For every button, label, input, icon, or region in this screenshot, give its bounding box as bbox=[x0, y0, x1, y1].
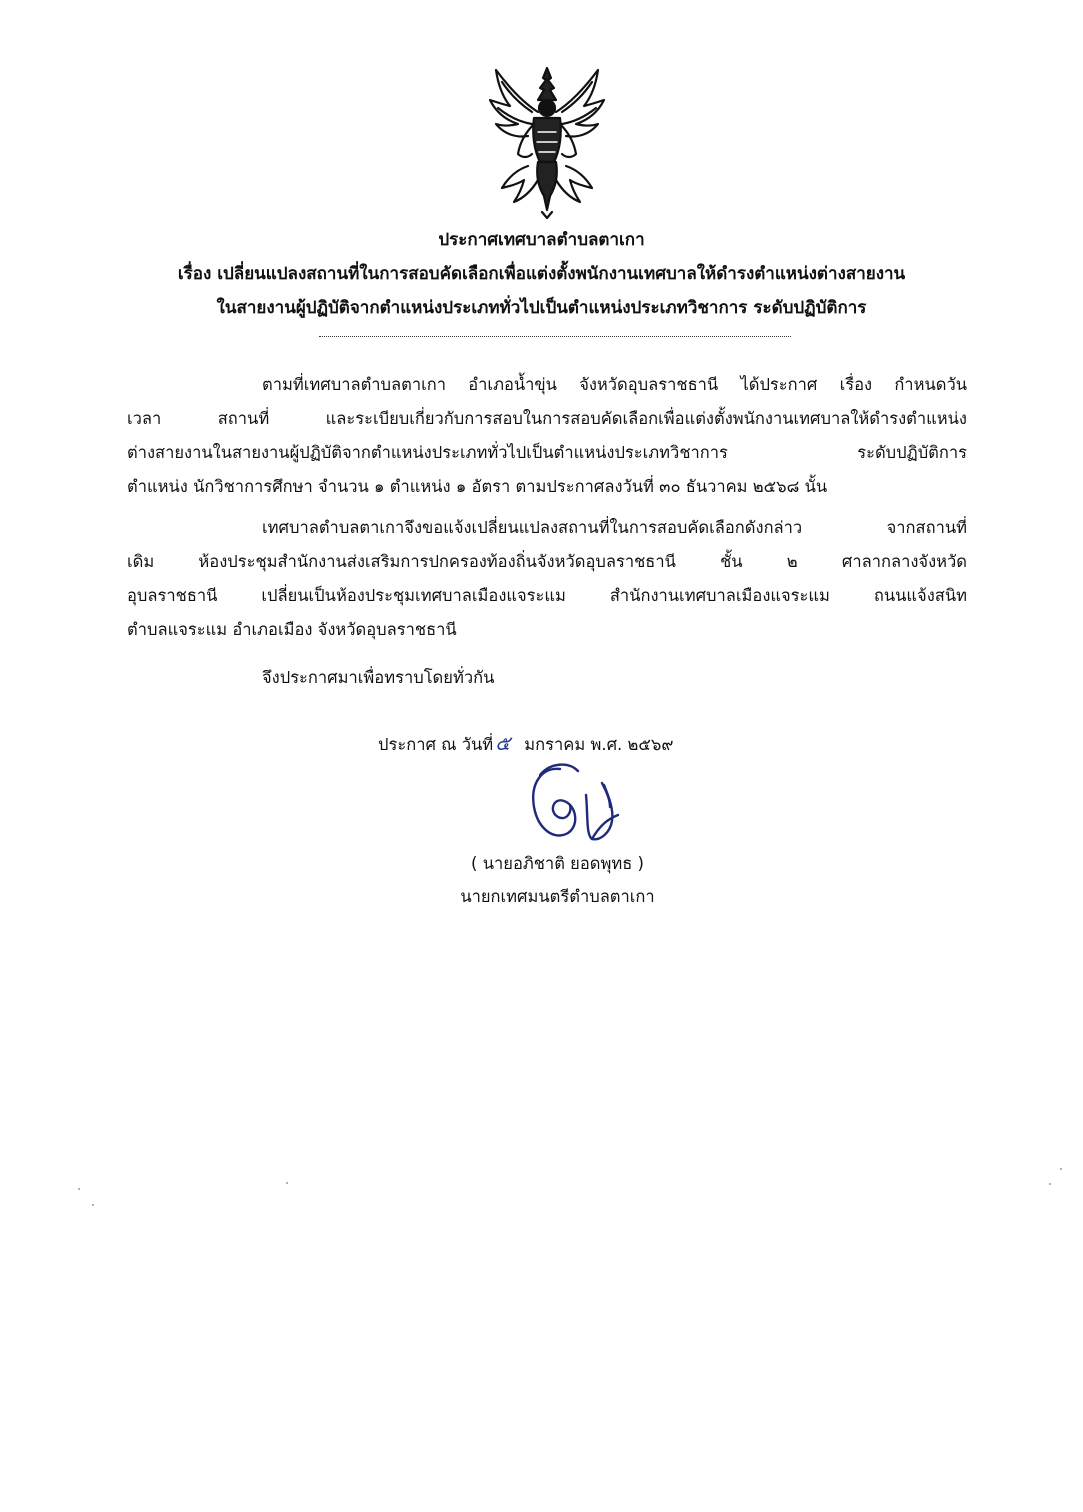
announce-date bbox=[378, 731, 673, 757]
announcement-title: ประกาศเทศบาลตำบลตาเกา bbox=[438, 230, 645, 250]
para2-line: ตำบลแจระแม อำเภอเมือง จังหวัดอุบลราชธานี bbox=[127, 620, 457, 639]
signer-name: ( นายอภิชาติ ยอดพุทธ ) bbox=[471, 854, 644, 873]
para2-line: เดิม ห้องประชุมสำนักงานส่งเสริมการปกครองท้องถิ่นจังหวัดอุบลราชธานี ชั้น ๒ ศาลากลางจังหวัด bbox=[127, 552, 967, 571]
announce-prefix: ประกาศ ณ วันที่ bbox=[378, 735, 494, 754]
scan-speck bbox=[92, 1204, 94, 1206]
closing-line: จึงประกาศมาเพื่อทราบโดยทั่วกัน bbox=[262, 668, 495, 687]
para1-line: ตำแหน่ง นักวิชาการศึกษา จำนวน ๑ ตำแหน่ง ๑ อัตรา ตามประกาศลงวันที่ ๓๐ ธันวาคม ๒๕๖๘ นั้น bbox=[127, 477, 828, 496]
para2-line: อุบลราชธานี เปลี่ยนเป็นห้องประชุมเทศบาลเมืองแจระแม สำนักงานเทศบาลเมืองแจระแม ถนนแจ้งสนิท bbox=[127, 586, 967, 605]
para1-line: ตามที่เทศบาลตำบลตาเกา อำเภอน้ำขุ่น จังหวัดอุบลราชธานี ได้ประกาศ เรื่อง กำหนดวัน bbox=[262, 375, 967, 394]
handwritten-signature bbox=[520, 755, 630, 850]
subject-line-2: ในสายงานผู้ปฏิบัติจากตำแหน่งประเภททั่วไปเป็นตำแหน่งประเภทวิชาการ ระดับปฏิบัติการ bbox=[216, 298, 867, 318]
scan-speck bbox=[1049, 1183, 1051, 1185]
subject-line-1: เรื่อง เปลี่ยนแปลงสถานที่ในการสอบคัดเลือกเพื่อแต่งตั้งพนักงานเทศบาลให้ดำรงตำแหน่งต่างสายงาน bbox=[177, 264, 906, 284]
scan-speck bbox=[78, 1188, 80, 1190]
scan-speck bbox=[286, 1182, 288, 1184]
dotted-divider bbox=[319, 336, 791, 337]
scan-speck bbox=[1060, 1168, 1062, 1170]
signer-position: นายกเทศมนตรีตำบลตาเกา bbox=[460, 887, 655, 906]
para2-line: เทศบาลตำบลตาเกาจึงขอแจ้งเปลี่ยนแปลงสถานที่ในการสอบคัดเลือกดังกล่าว จากสถานที่ bbox=[262, 518, 967, 537]
para1-line: เวลา สถานที่ และระเบียบเกี่ยวกับการสอบในการสอบคัดเลือกเพื่อแต่งตั้งพนักงานเทศบาลให้ดำรงตำแหน่ง bbox=[127, 409, 967, 428]
announce-day: ๕ bbox=[495, 731, 511, 755]
para1-line: ต่างสายงานในสายงานผู้ปฏิบัติจากตำแหน่งประเภททั่วไปเป็นตำแหน่งประเภทวิชาการ ระดับปฏิบัติการ bbox=[127, 443, 967, 462]
garuda-emblem-icon bbox=[488, 62, 606, 222]
announce-rest: มกราคม พ.ศ. ๒๕๖๙ bbox=[524, 735, 674, 754]
